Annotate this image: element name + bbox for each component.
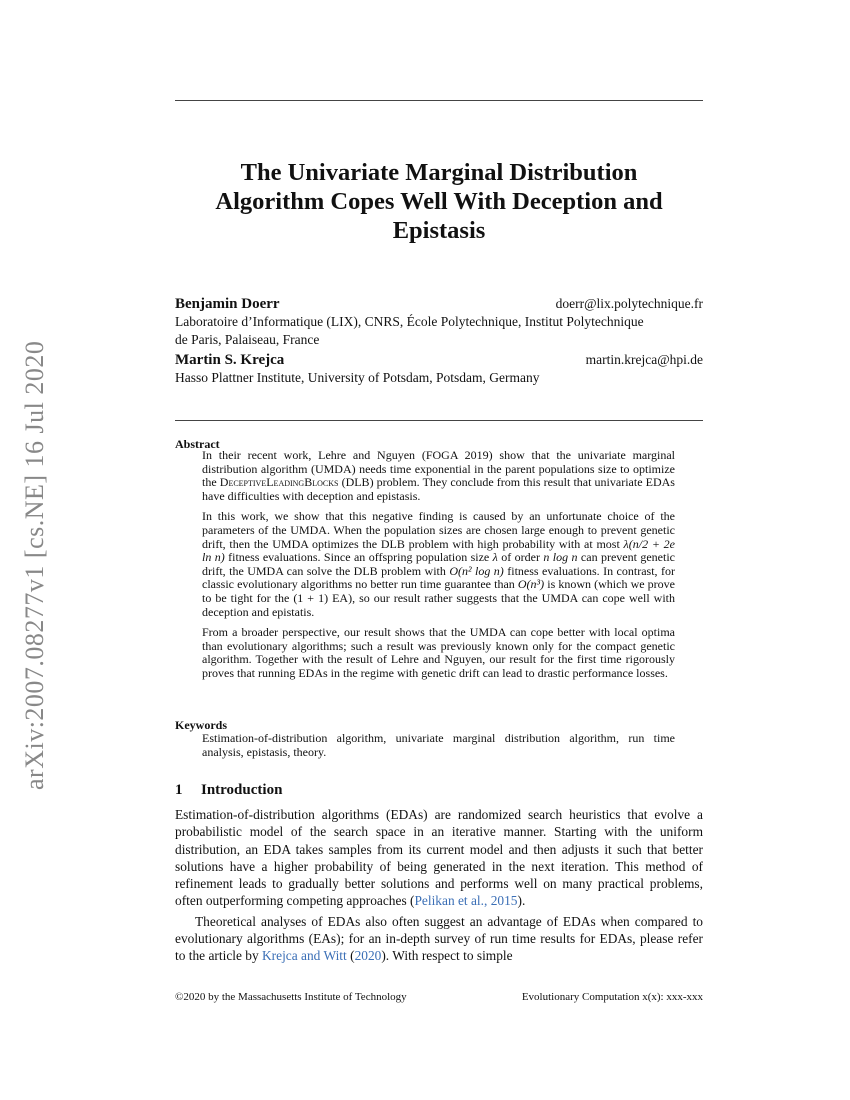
author-block-2 xyxy=(175,351,703,387)
top-rule xyxy=(175,100,703,101)
paper-title xyxy=(175,158,703,245)
text-run: of order xyxy=(497,550,544,565)
math-expression: O(n² log n) xyxy=(449,563,504,578)
body-paragraph xyxy=(175,913,703,965)
author-row xyxy=(175,295,703,313)
keywords-body: Estimation-of-distribution algorithm, univariate marginal distribution algorithm, run time analysis, epistasis, theory. xyxy=(202,731,675,759)
text-run: ). With respect to simple xyxy=(381,948,513,964)
copyright-notice: ©2020 by the Massachusetts Institute of Technology xyxy=(175,991,407,1003)
citation-link[interactable]: Krejca and Witt xyxy=(262,948,347,964)
problem-name: DeceptiveLeadingBlocks xyxy=(219,475,339,490)
text-run: In this work, we show that this negative finding is caused by an unfortunate choice of the parameters of the UMDA. When the population sizes are chosen large enough to prevent genetic drift, then the UMDA optimizes the DLB problem with high probability with at most xyxy=(202,509,675,551)
text-run: In their recent work, Lehre and Nguyen (FOGA 2019) show that the univariate marginal distribution algorithm (UMDA) needs time exponential in the parent populations size to optimize the xyxy=(202,448,675,490)
arxiv-stamp: arXiv:2007.08277v1 [cs.NE] 16 Jul 2020 xyxy=(20,340,49,790)
citation-link[interactable]: Pelikan et al. xyxy=(414,893,485,909)
keywords-heading: Keywords xyxy=(175,718,227,732)
author-affiliation: Laboratoire d’Informatique (LIX), CNRS, École Polytechnique, Institut Polytechnique xyxy=(175,314,644,329)
header-rule xyxy=(175,420,703,421)
citation-year-link[interactable]: 2015 xyxy=(490,893,518,909)
journal-info: Evolutionary Computation x(x): xxx-xxx xyxy=(521,991,703,1003)
abstract-paragraph xyxy=(202,510,675,619)
text-run: fitness evaluations. Since an offspring population size xyxy=(224,550,493,565)
author-affiliation: de Paris, Palaiseau, France xyxy=(175,332,320,347)
text-run: can prevent genetic drift, the UMDA can solve the DLB problem with xyxy=(202,550,675,578)
section-body xyxy=(175,806,703,965)
math-expression: (1 + 1) xyxy=(293,590,329,605)
section-number: 1 xyxy=(175,782,183,798)
text-run: EA), so our result rather suggests that the UMDA can cope well with deception and epistatis. xyxy=(202,590,675,619)
section-heading xyxy=(175,782,282,799)
page-footer xyxy=(175,991,703,1003)
abstract-paragraph: From a broader perspective, our result shows that the UMDA can cope better with local optima than evolutionary algorithms; such a result was previously known only for the compact genetic algorithm. Together with the result of Lehre and Nguyen, our result for the first time rigorously proves that running EDAs in the regime with genetic drift can lead to drastic performance losses. xyxy=(202,625,675,680)
citation-year-link[interactable]: 2020 xyxy=(354,948,382,964)
author-name: Benjamin Doerr xyxy=(175,296,280,312)
abstract-paragraph xyxy=(202,449,675,503)
title-line-2: Algorithm Copes Well With Deception and xyxy=(215,188,663,215)
citation-separator: , xyxy=(484,893,491,909)
text-run: Theoretical analyses of EDAs also often suggest an advantage of EDAs when compared to evolutionary algorithms (EAs); for an in-depth survey of run time results for EDAs, please refer to the article by xyxy=(175,913,703,964)
text-run: fitness evaluations. In contrast, for classic evolutionary algorithms no better run time guarantee than xyxy=(202,563,675,592)
title-line-3: Epistasis xyxy=(392,217,486,244)
author-email[interactable]: doerr@lix.polytechnique.fr xyxy=(555,296,703,311)
abstract-heading: Abstract xyxy=(175,437,220,451)
author-email[interactable]: martin.krejca@hpi.de xyxy=(585,352,703,367)
section-title: Introduction xyxy=(201,782,283,798)
text-run: ). xyxy=(517,893,526,909)
author-name: Martin S. Krejca xyxy=(175,352,285,368)
text-run: (DLB) problem. They conclude from this result that univariate EDAs have difficulties with deception and epistasis. xyxy=(202,475,675,503)
title-line-1: The Univariate Marginal Distribution xyxy=(240,159,638,186)
math-expression: O(n³) xyxy=(517,577,545,592)
text-run: ( xyxy=(346,948,355,964)
math-expression: λ xyxy=(492,550,498,565)
text-run: Estimation-of-distribution algorithms (EDAs) are randomized search heuristics that evolve a probabilistic model of the search space in an iterative manner. Starting with the uniform distribution, an EDA takes samples from its current model and then adjusts it such that better solutions have a higher probability of being generated in the next iteration. This method of refinement leads to gradually better solutions and performs well on many practical problems, often outperforming competing approaches ( xyxy=(175,807,703,909)
math-expression: λ(n/2 + 2e ln n) xyxy=(202,536,676,565)
author-affiliation: Hasso Plattner Institute, University of Potsdam, Potsdam, Germany xyxy=(175,370,540,385)
author-row xyxy=(175,351,703,369)
author-block-1 xyxy=(175,295,703,349)
text-run: is known (which we prove to be tight for the xyxy=(202,577,675,605)
abstract-body xyxy=(202,449,675,688)
math-expression: n log n xyxy=(543,550,578,565)
body-paragraph xyxy=(175,806,703,910)
